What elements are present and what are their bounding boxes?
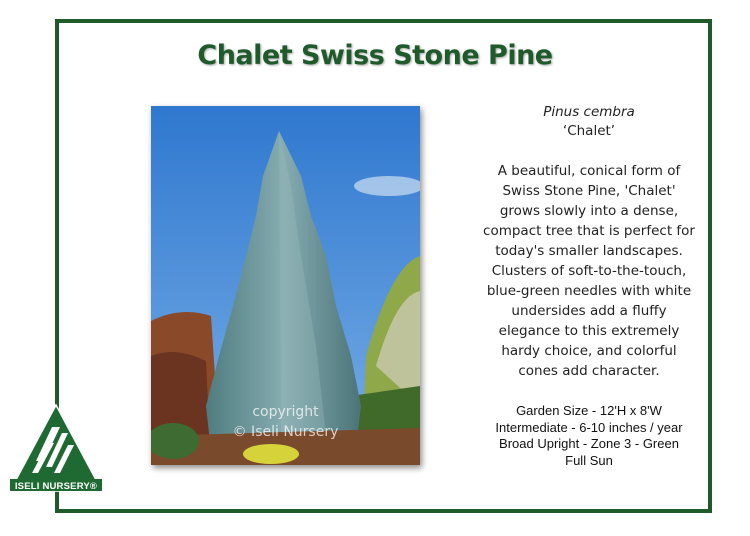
watermark-line-1: copyright [252,404,319,420]
watermark-line-2: © Iseli Nursery [232,424,339,440]
plant-photo [151,106,420,465]
species-name: Pinus cembra [543,104,635,120]
spec-exposure: Full Sun [565,452,613,468]
page-title: Chalet Swiss Stone Pine [197,40,553,71]
description-line: compact tree that is perfect for [483,223,695,239]
spec-form-zone: Broad Upright - Zone 3 - Green [499,436,679,451]
description-line: undersides add a fluffy [511,303,667,319]
description-line: cones add character. [518,363,660,379]
description-line: today's smaller landscapes. [495,243,683,259]
description-line: hardy choice, and colorful [501,343,677,359]
description-line: elegance to this extremely [498,323,680,339]
description-line: grows slowly into a dense, [499,203,679,219]
iseli-nursery-logo [8,403,104,495]
spec-garden-size: Garden Size - 12'H x 8'W [516,403,662,418]
logo-wordmark: ISELI NURSERY® [14,481,98,492]
photo-watermark [151,402,420,442]
description-line: Clusters of soft-to-the-touch, [491,263,687,279]
botanical-name [480,103,698,141]
description-line: blue-green needles with white [486,283,692,299]
plant-specs [480,403,698,469]
description-line: A beautiful, conical form of [497,163,681,179]
description-line: Swiss Stone Pine, 'Chalet' [502,183,676,199]
spec-growth-rate: Intermediate - 6-10 inches / year [495,419,683,435]
cultivar-name: ‘Chalet’ [562,123,616,139]
plant-description [480,161,698,381]
